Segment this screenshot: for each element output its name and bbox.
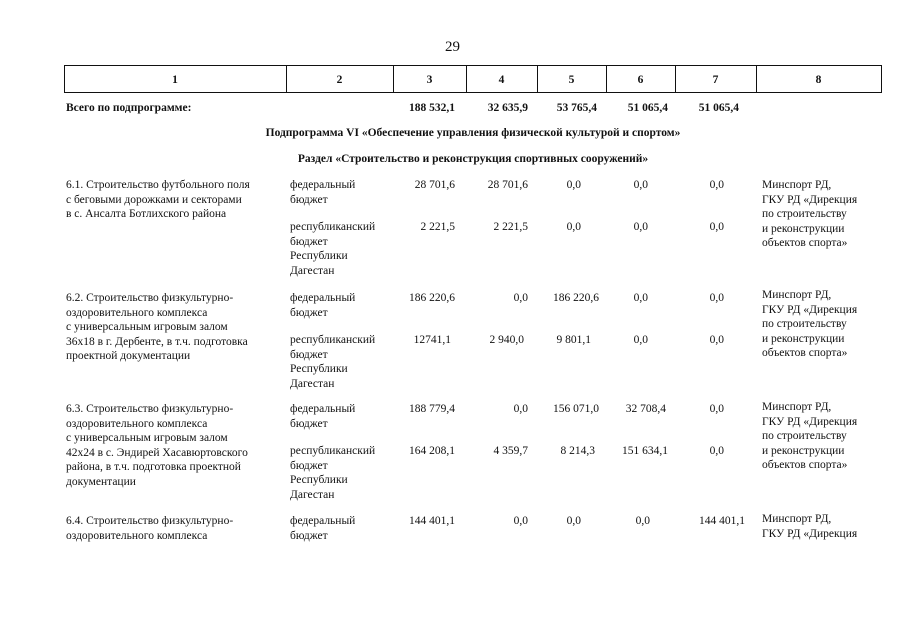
total-value: 188 532,1 (409, 102, 455, 114)
header-bottom-border (64, 92, 882, 93)
fed-value: 0,0 (566, 515, 581, 527)
rep-value: 2 221,5 (420, 221, 455, 233)
item-name: 6.1. Строительство футбольного поля с беговыми дорожками и секторами в с. Ансалта Ботлихского района (66, 179, 250, 220)
header-col-6: 6 (637, 74, 644, 86)
rep-value: 4 359,7 (493, 445, 528, 457)
item-name: 6.2. Строительство физкультурно- оздоровительного комплекса с универсальным игровым залом 36х18 в г. Дербенте, в т.ч. подготовка проектной документации (66, 292, 248, 362)
rep-value: 2 940,0 (489, 334, 524, 346)
header-col-3: 3 (426, 74, 433, 86)
fed-value: 188 779,4 (409, 403, 455, 415)
header-col-7: 7 (712, 74, 719, 86)
fed-value: 0,0 (709, 403, 724, 415)
fed-value: 28 701,6 (414, 179, 455, 191)
fed-value: 186 220,6 (409, 292, 455, 304)
header-top-border (64, 65, 882, 66)
item-name: 6.3. Строительство физкультурно- оздоровительного комплекса с универсальным игровым залом 42х24 в с. Эндирей Хасавюртовского района, в т.ч. подготовка проектной документации (66, 403, 248, 488)
section-title: Раздел «Строительство и реконструкция спортивных сооружений» (297, 153, 649, 165)
fed-value: 144 401,1 (409, 515, 455, 527)
total-value: 51 065,4 (627, 102, 668, 114)
fed-value: 0,0 (513, 292, 528, 304)
rep-value: 0,0 (709, 445, 724, 457)
total-value: 32 635,9 (487, 102, 528, 114)
rep-value: 0,0 (633, 221, 648, 233)
rep-value: 151 634,1 (622, 445, 668, 457)
item-name: 6.4. Строительство физкультурно- оздоровительного комплекса (66, 515, 234, 542)
fed-value: 0,0 (709, 292, 724, 304)
fed-value: 0,0 (513, 515, 528, 527)
header-col-8: 8 (815, 74, 822, 86)
rep-value: 0,0 (709, 334, 724, 346)
fed-value: 28 701,6 (487, 179, 528, 191)
executor: Минспорт РД, ГКУ РД «Дирекция по строительству и реконструкции объектов спорта» (762, 179, 858, 249)
fed-value: 0,0 (633, 179, 648, 191)
fed-budget-label: федеральный бюджет (290, 292, 356, 319)
fed-value: 0,0 (513, 403, 528, 415)
total-value: 51 065,4 (698, 102, 739, 114)
executor: Минспорт РД, ГКУ РД «Дирекция по строительству и реконструкции объектов спорта» (762, 401, 858, 471)
total-label: Всего по подпрограмме: (66, 102, 192, 114)
fed-budget-label: федеральный бюджет (290, 179, 356, 206)
header-col-2: 2 (336, 74, 343, 86)
rep-value: 0,0 (633, 334, 648, 346)
fed-budget-label: федеральный бюджет (290, 515, 356, 542)
fed-value: 0,0 (633, 292, 648, 304)
fed-value: 32 708,4 (625, 403, 666, 415)
subprogram-title: Подпрограмма VI «Обеспечение управления физической культурой и спортом» (265, 127, 681, 139)
rep-value: 0,0 (709, 221, 724, 233)
rep-value: 8 214,3 (560, 445, 595, 457)
header-divider (881, 65, 882, 92)
rep-budget-label: республиканский бюджет Республики Дагестан (290, 334, 376, 390)
total-value: 53 765,4 (556, 102, 597, 114)
fed-value: 144 401,1 (699, 515, 745, 527)
header-col-5: 5 (568, 74, 575, 86)
fed-budget-label: федеральный бюджет (290, 403, 356, 430)
fed-value: 0,0 (566, 179, 581, 191)
fed-value: 186 220,6 (553, 292, 599, 304)
page-number: 29 (445, 39, 460, 55)
header-col-1: 1 (172, 74, 178, 86)
rep-budget-label: республиканский бюджет Республики Дагестан (290, 221, 376, 277)
rep-value: 164 208,1 (409, 445, 455, 457)
rep-value: 0,0 (566, 221, 581, 233)
rep-value: 2 221,5 (493, 221, 528, 233)
rep-value: 9 801,1 (556, 334, 591, 346)
fed-value: 0,0 (709, 179, 724, 191)
header-col-4: 4 (498, 74, 505, 86)
executor: Минспорт РД, ГКУ РД «Дирекция (762, 513, 858, 540)
executor: Минспорт РД, ГКУ РД «Дирекция по строительству и реконструкции объектов спорта» (762, 289, 858, 359)
rep-value: 12741,1 (413, 334, 451, 346)
fed-value: 0,0 (635, 515, 650, 527)
rep-budget-label: республиканский бюджет Республики Дагестан (290, 445, 376, 501)
fed-value: 156 071,0 (553, 403, 599, 415)
